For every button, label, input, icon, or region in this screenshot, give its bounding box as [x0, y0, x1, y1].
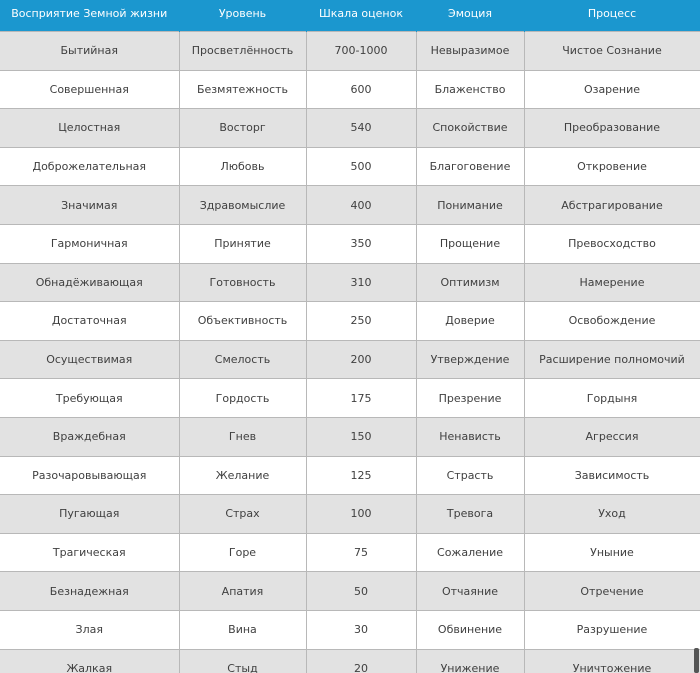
cell-emotion: Страсть: [416, 456, 524, 495]
cell-emotion: Оптимизм: [416, 263, 524, 302]
cell-level: Здравомыслие: [179, 186, 306, 225]
cell-scale: 30: [306, 610, 416, 649]
table-row: [0, 70, 700, 109]
cell-scale: 700-1000: [306, 32, 416, 71]
cell-level: Просветлённость: [179, 32, 306, 71]
table-row: [0, 417, 700, 456]
cell-level: Стыд: [179, 649, 306, 673]
table-row: [0, 610, 700, 649]
table-row: [0, 224, 700, 263]
table-row: [0, 186, 700, 225]
cell-level: Безмятежность: [179, 70, 306, 109]
cell-perception: Требующая: [0, 379, 179, 418]
cell-perception: Целостная: [0, 109, 179, 148]
cell-process: Расширение полномочий: [524, 340, 700, 379]
table-row: [0, 263, 700, 302]
cell-process: Агрессия: [524, 417, 700, 456]
cell-perception: Значимая: [0, 186, 179, 225]
cell-process: Зависимость: [524, 456, 700, 495]
scrollbar-thumb[interactable]: [694, 648, 699, 673]
cell-scale: 20: [306, 649, 416, 673]
cell-level: Готовность: [179, 263, 306, 302]
cell-scale: 250: [306, 302, 416, 341]
cell-level: Любовь: [179, 147, 306, 186]
cell-perception: Жалкая: [0, 649, 179, 673]
cell-scale: 75: [306, 533, 416, 572]
cell-process: Откровение: [524, 147, 700, 186]
cell-emotion: Доверие: [416, 302, 524, 341]
cell-emotion: Благоговение: [416, 147, 524, 186]
cell-process: Разрушение: [524, 610, 700, 649]
header-scale: Шкала оценок: [306, 0, 416, 32]
header-level: Уровень: [179, 0, 306, 32]
cell-level: Гордость: [179, 379, 306, 418]
table-row: [0, 302, 700, 341]
header-process: Процесс: [524, 0, 700, 32]
header-emotion: Эмоция: [416, 0, 524, 32]
cell-perception: Доброжелательная: [0, 147, 179, 186]
cell-emotion: Обвинение: [416, 610, 524, 649]
cell-scale: 150: [306, 417, 416, 456]
cell-perception: Бытийная: [0, 32, 179, 71]
cell-scale: 400: [306, 186, 416, 225]
cell-process: Абстрагирование: [524, 186, 700, 225]
cell-level: Объективность: [179, 302, 306, 341]
cell-perception: Достаточная: [0, 302, 179, 341]
cell-emotion: Тревога: [416, 495, 524, 534]
cell-perception: Осуществимая: [0, 340, 179, 379]
cell-process: Уход: [524, 495, 700, 534]
cell-perception: Гармоничная: [0, 224, 179, 263]
table-row: [0, 32, 700, 71]
cell-emotion: Отчаяние: [416, 572, 524, 611]
cell-process: Уныние: [524, 533, 700, 572]
cell-level: Восторг: [179, 109, 306, 148]
cell-emotion: Утверждение: [416, 340, 524, 379]
cell-perception: Пугающая: [0, 495, 179, 534]
cell-emotion: Унижение: [416, 649, 524, 673]
cell-perception: Злая: [0, 610, 179, 649]
table-body: [0, 32, 700, 673]
cell-scale: 600: [306, 70, 416, 109]
cell-process: Превосходство: [524, 224, 700, 263]
table-row: [0, 572, 700, 611]
cell-process: Чистое Сознание: [524, 32, 700, 71]
cell-emotion: Сожаление: [416, 533, 524, 572]
cell-level: Страх: [179, 495, 306, 534]
table-row: [0, 147, 700, 186]
cell-emotion: Ненависть: [416, 417, 524, 456]
cell-emotion: Презрение: [416, 379, 524, 418]
cell-level: Вина: [179, 610, 306, 649]
cell-process: Преобразование: [524, 109, 700, 148]
cell-emotion: Блаженство: [416, 70, 524, 109]
cell-process: Озарение: [524, 70, 700, 109]
cell-level: Апатия: [179, 572, 306, 611]
table-row: [0, 456, 700, 495]
cell-perception: Трагическая: [0, 533, 179, 572]
cell-perception: Безнадежная: [0, 572, 179, 611]
cell-scale: 310: [306, 263, 416, 302]
cell-scale: 500: [306, 147, 416, 186]
cell-scale: 350: [306, 224, 416, 263]
table-row: [0, 340, 700, 379]
cell-emotion: Невыразимое: [416, 32, 524, 71]
cell-perception: Разочаровывающая: [0, 456, 179, 495]
table-row: [0, 533, 700, 572]
cell-scale: 540: [306, 109, 416, 148]
cell-level: Принятие: [179, 224, 306, 263]
cell-scale: 175: [306, 379, 416, 418]
cell-perception: Враждебная: [0, 417, 179, 456]
cell-scale: 50: [306, 572, 416, 611]
table-row: [0, 109, 700, 148]
cell-process: Намерение: [524, 263, 700, 302]
cell-perception: Обнадёживающая: [0, 263, 179, 302]
header-row: [0, 0, 700, 32]
cell-emotion: Прощение: [416, 224, 524, 263]
cell-level: Смелость: [179, 340, 306, 379]
cell-scale: 200: [306, 340, 416, 379]
cell-process: Уничтожение: [524, 649, 700, 673]
cell-emotion: Понимание: [416, 186, 524, 225]
cell-emotion: Спокойствие: [416, 109, 524, 148]
cell-perception: Совершенная: [0, 70, 179, 109]
cell-scale: 125: [306, 456, 416, 495]
cell-process: Отречение: [524, 572, 700, 611]
cell-level: Горе: [179, 533, 306, 572]
table-row: [0, 649, 700, 673]
header-perception: Восприятие Земной жизни: [0, 0, 179, 32]
cell-level: Желание: [179, 456, 306, 495]
cell-process: Гордыня: [524, 379, 700, 418]
table-row: [0, 379, 700, 418]
cell-process: Освобождение: [524, 302, 700, 341]
table-row: [0, 495, 700, 534]
table-header: [0, 0, 700, 32]
cell-level: Гнев: [179, 417, 306, 456]
cell-scale: 100: [306, 495, 416, 534]
